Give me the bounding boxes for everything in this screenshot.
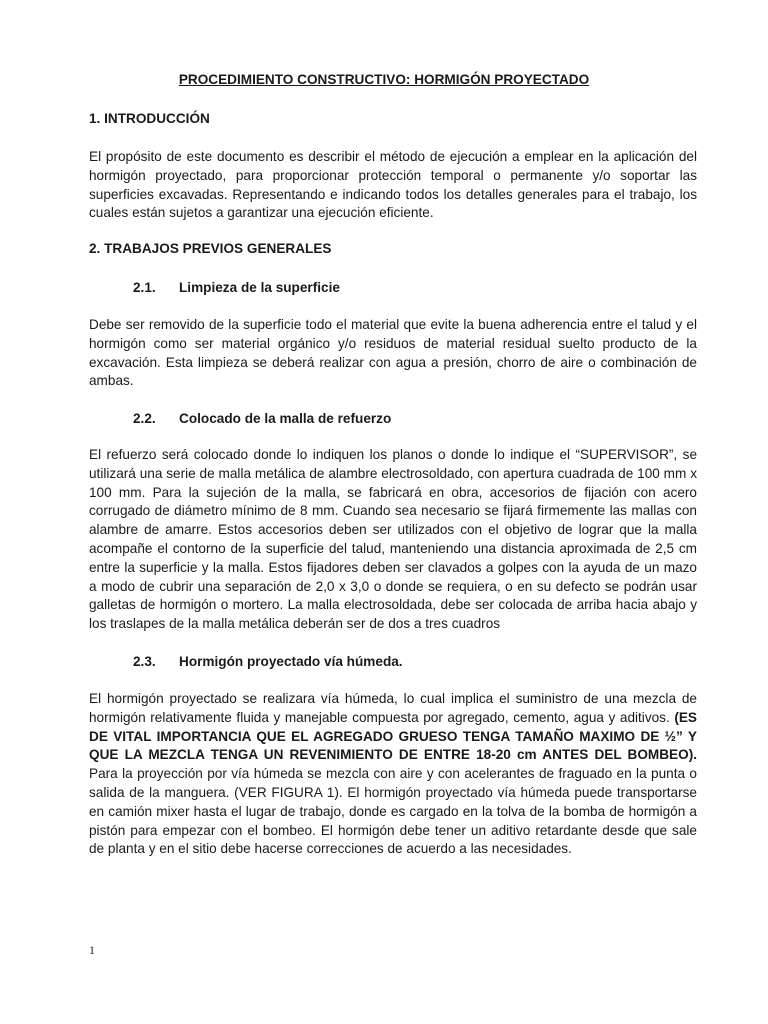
section-2-2-paragraph: El refuerzo será colocado donde lo indiquen los planos o donde lo indique el “SUPERVISOR”, se utilizará una serie de malla metálica de alambre electrosoldado, con apertura cuadrada de 100 mm x 100 mm. Para la sujeción de la malla, se fabricará en obra, accesorios de fijación con acero corrugado de diámetro mínimo de 8 mm. Cuando sea necesario se fijará firmemente las mallas con alambre de amarre. Estos accesorios deben ser utilizados con el objetivo de lograr que la malla acompañe el contorno de la superficie del talud, manteniendo una distancia aproximada de 2,5 cm entre la superficie y la malla. Estos fijadores deben ser clavados a golpes con la ayuda de un mazo a modo de cubrir una separación de 2,0 x 3,0 o donde se requiera, o en su defecto se podrán usar galletas de hormigón o mortero. La malla electrosoldada, debe ser colocada de arriba hacia abajo y los traslapes de la malla metálica deberán ser de dos a tres cuadros — [89, 447, 697, 632]
section-2-3-title: Hormigón proyectado vía húmeda. — [179, 654, 403, 669]
section-2-3-paragraph-part-b: Para la proyección por vía húmeda se mezcla con aire y con acelerantes de fraguado en la punta o salida de la manguera. (VER FIGURA 1). El hormigón proyectado vía húmeda puede transportarse en camión mixer hasta el lugar de trabajo, donde es cargado en la tolva de la bomba de hormigón a pistón para empezar con el bombeo. El hormigón debe tener un aditivo retardante desde que sale de planta y en el sitio debe hacerse correcciones de acuerdo a las necesidades. — [89, 766, 697, 857]
section-1-paragraph: El propósito de este documento es describir el método de ejecución a emplear en la aplicación del hormigón proyectado, para proporcionar protección temporal o permanente y/o soportar las superficies excavadas. Representando e indicando todos los detalles generales para el trabajo, los cuales están sujetos a garantizar una ejecución eficiente. — [89, 149, 697, 221]
section-2-2-heading — [133, 411, 391, 426]
section-2-1-number: 2.1. — [133, 280, 156, 295]
page-number: 1 — [89, 943, 95, 957]
section-2-1-paragraph: Debe ser removido de la superficie todo el material que evite la buena adherencia entre el talud y el hormigón como ser material orgánico y/o residuos de material residual suelto producto de la excavación. Esta limpieza se deberá realizar con agua a presión, chorro de aire o combinación de ambas. — [89, 317, 697, 389]
section-2-3-number: 2.3. — [133, 654, 156, 669]
section-2-3-paragraph-emphasis: (ES DE VITAL IMPORTANCIA QUE EL AGREGADO GRUESO TENGA TAMAÑO MAXIMO DE ½” Y QUE LA MEZCLA TENGA UN REVENIMIENTO DE ENTRE 18-20 cm ANTES DEL BOMBEO). — [89, 709, 697, 763]
document-title: PROCEDIMIENTO CONSTRUCTIVO: HORMIGÓN PROYECTADO — [178, 72, 590, 87]
section-2-2-title: Colocado de la malla de refuerzo — [179, 411, 392, 426]
section-2-2-number: 2.2. — [133, 411, 156, 426]
section-2-heading: 2. TRABAJOS PREVIOS GENERALES — [89, 241, 332, 256]
section-2-1-title: Limpieza de la superficie — [179, 280, 340, 295]
section-2-3-paragraph-part-a: El hormigón proyectado se realizara vía húmeda, lo cual implica el suministro de una mezcla de hormigón relativamente fluida y manejable compuesta por agregado, cemento, agua y aditivos. — [89, 691, 697, 725]
section-1-heading: 1. INTRODUCCIÓN — [89, 111, 210, 126]
section-2-1-heading — [133, 280, 340, 295]
section-2-3-paragraph — [89, 690, 697, 859]
section-2-3-heading — [133, 654, 403, 669]
